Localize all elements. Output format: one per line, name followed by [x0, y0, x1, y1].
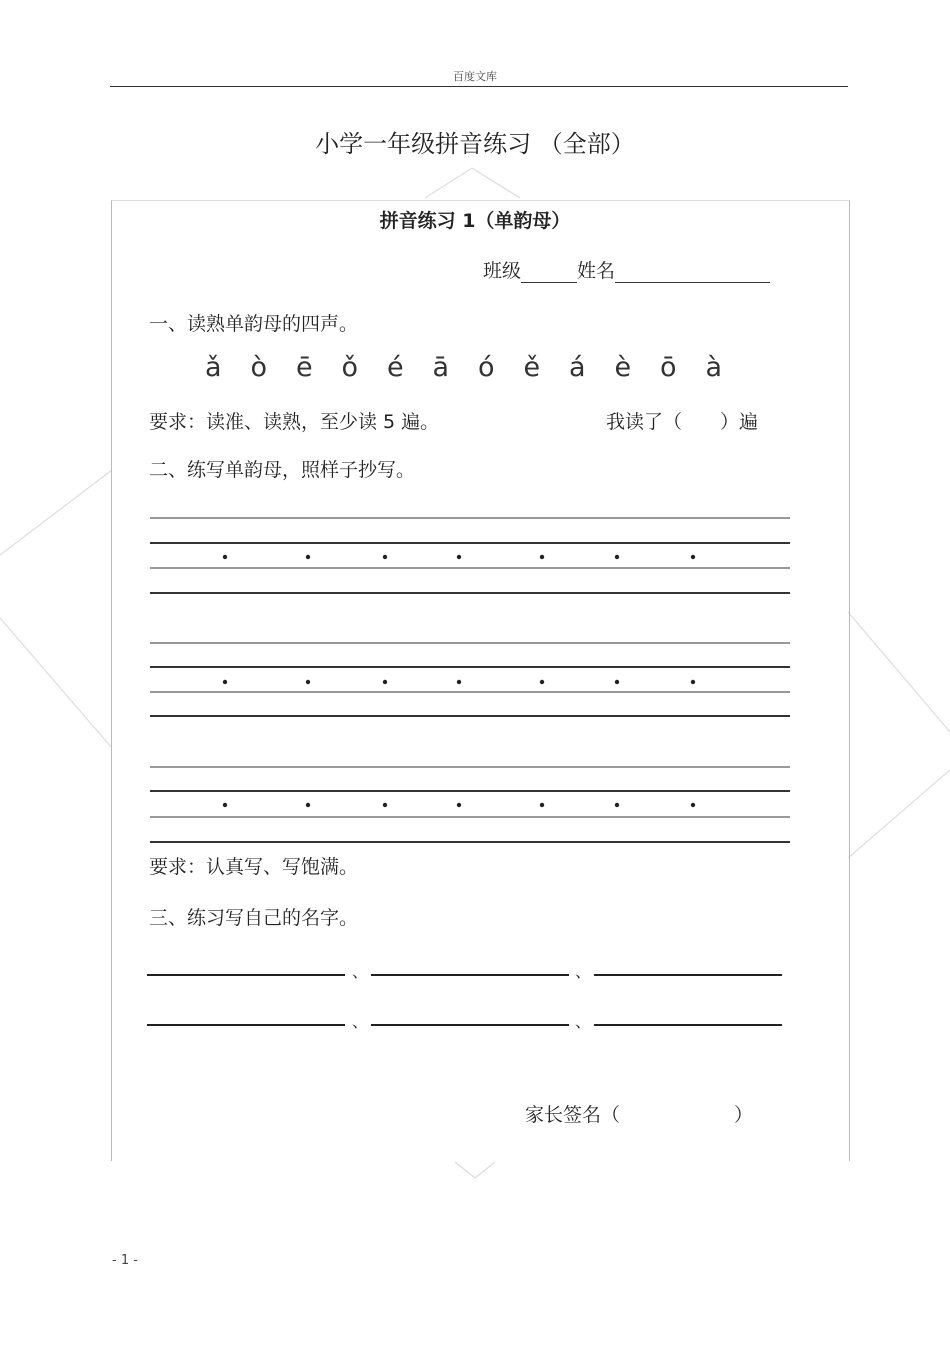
vowel: à	[705, 352, 723, 383]
separator: 、	[575, 962, 592, 981]
guide-dot	[457, 803, 461, 807]
name-line-row	[147, 946, 787, 981]
vowel: ò	[250, 352, 268, 383]
worksheet-title: 拼音练习 1（单韵母）	[379, 210, 571, 232]
guide-dot	[383, 803, 387, 807]
parent-signature: 家长签名（ ）	[525, 1104, 754, 1126]
vowel: á	[569, 352, 586, 383]
name-blank[interactable]	[147, 974, 345, 976]
guide-dot	[306, 555, 310, 559]
name-line-row	[147, 996, 787, 1031]
name-blank[interactable]	[147, 1024, 345, 1026]
vowel: ǎ	[205, 352, 222, 383]
name-blank[interactable]	[594, 974, 782, 976]
vowel: ā	[432, 352, 450, 383]
guide-dot	[223, 803, 227, 807]
name-blank[interactable]	[371, 1024, 569, 1026]
guide-dot	[691, 803, 695, 807]
guide-dot	[540, 803, 544, 807]
vowel: é	[387, 352, 404, 383]
guide-dot	[615, 803, 619, 807]
guide-dot	[383, 680, 387, 684]
guide-dot	[383, 555, 387, 559]
guide-dot	[306, 803, 310, 807]
guide-dot	[223, 680, 227, 684]
guide-dot	[223, 555, 227, 559]
vowel: ē	[296, 352, 313, 383]
vowel: è	[614, 352, 632, 383]
section2-requirement: 要求：认真写、写饱满。	[149, 856, 359, 878]
page-number: - 1 -	[112, 1253, 138, 1268]
guide-dot	[540, 680, 544, 684]
reading-count: 我读了（ ）遍	[606, 411, 759, 433]
separator: 、	[352, 1012, 369, 1031]
vowel: ó	[478, 352, 495, 383]
name-blank[interactable]	[371, 974, 569, 976]
vowel: ǒ	[341, 352, 359, 383]
guide-dot	[615, 680, 619, 684]
guide-dot	[540, 555, 544, 559]
section1-heading: 一、读熟单韵母的四声。	[149, 313, 359, 335]
running-header: 百度文库	[453, 70, 497, 83]
guide-dot	[457, 680, 461, 684]
guide-dot	[691, 680, 695, 684]
vowel: ō	[660, 352, 677, 383]
separator: 、	[352, 962, 369, 981]
guide-dot	[615, 555, 619, 559]
class-label: 班级	[483, 260, 522, 282]
name-blank[interactable]	[594, 1024, 782, 1026]
guide-dot	[306, 680, 310, 684]
guide-dot	[691, 555, 695, 559]
guide-dot	[457, 555, 461, 559]
section2-heading: 二、练写单韵母，照样子抄写。	[149, 459, 416, 481]
section3-heading: 三、练习写自己的名字。	[149, 907, 359, 929]
document-title: 小学一年级拼音练习 （全部）	[315, 130, 635, 158]
name-label: 姓名	[577, 260, 616, 282]
section1-requirement: 要求：读准、读熟，至少读 5 遍。	[149, 411, 440, 433]
vowel: ě	[523, 352, 541, 383]
separator: 、	[575, 1012, 592, 1031]
